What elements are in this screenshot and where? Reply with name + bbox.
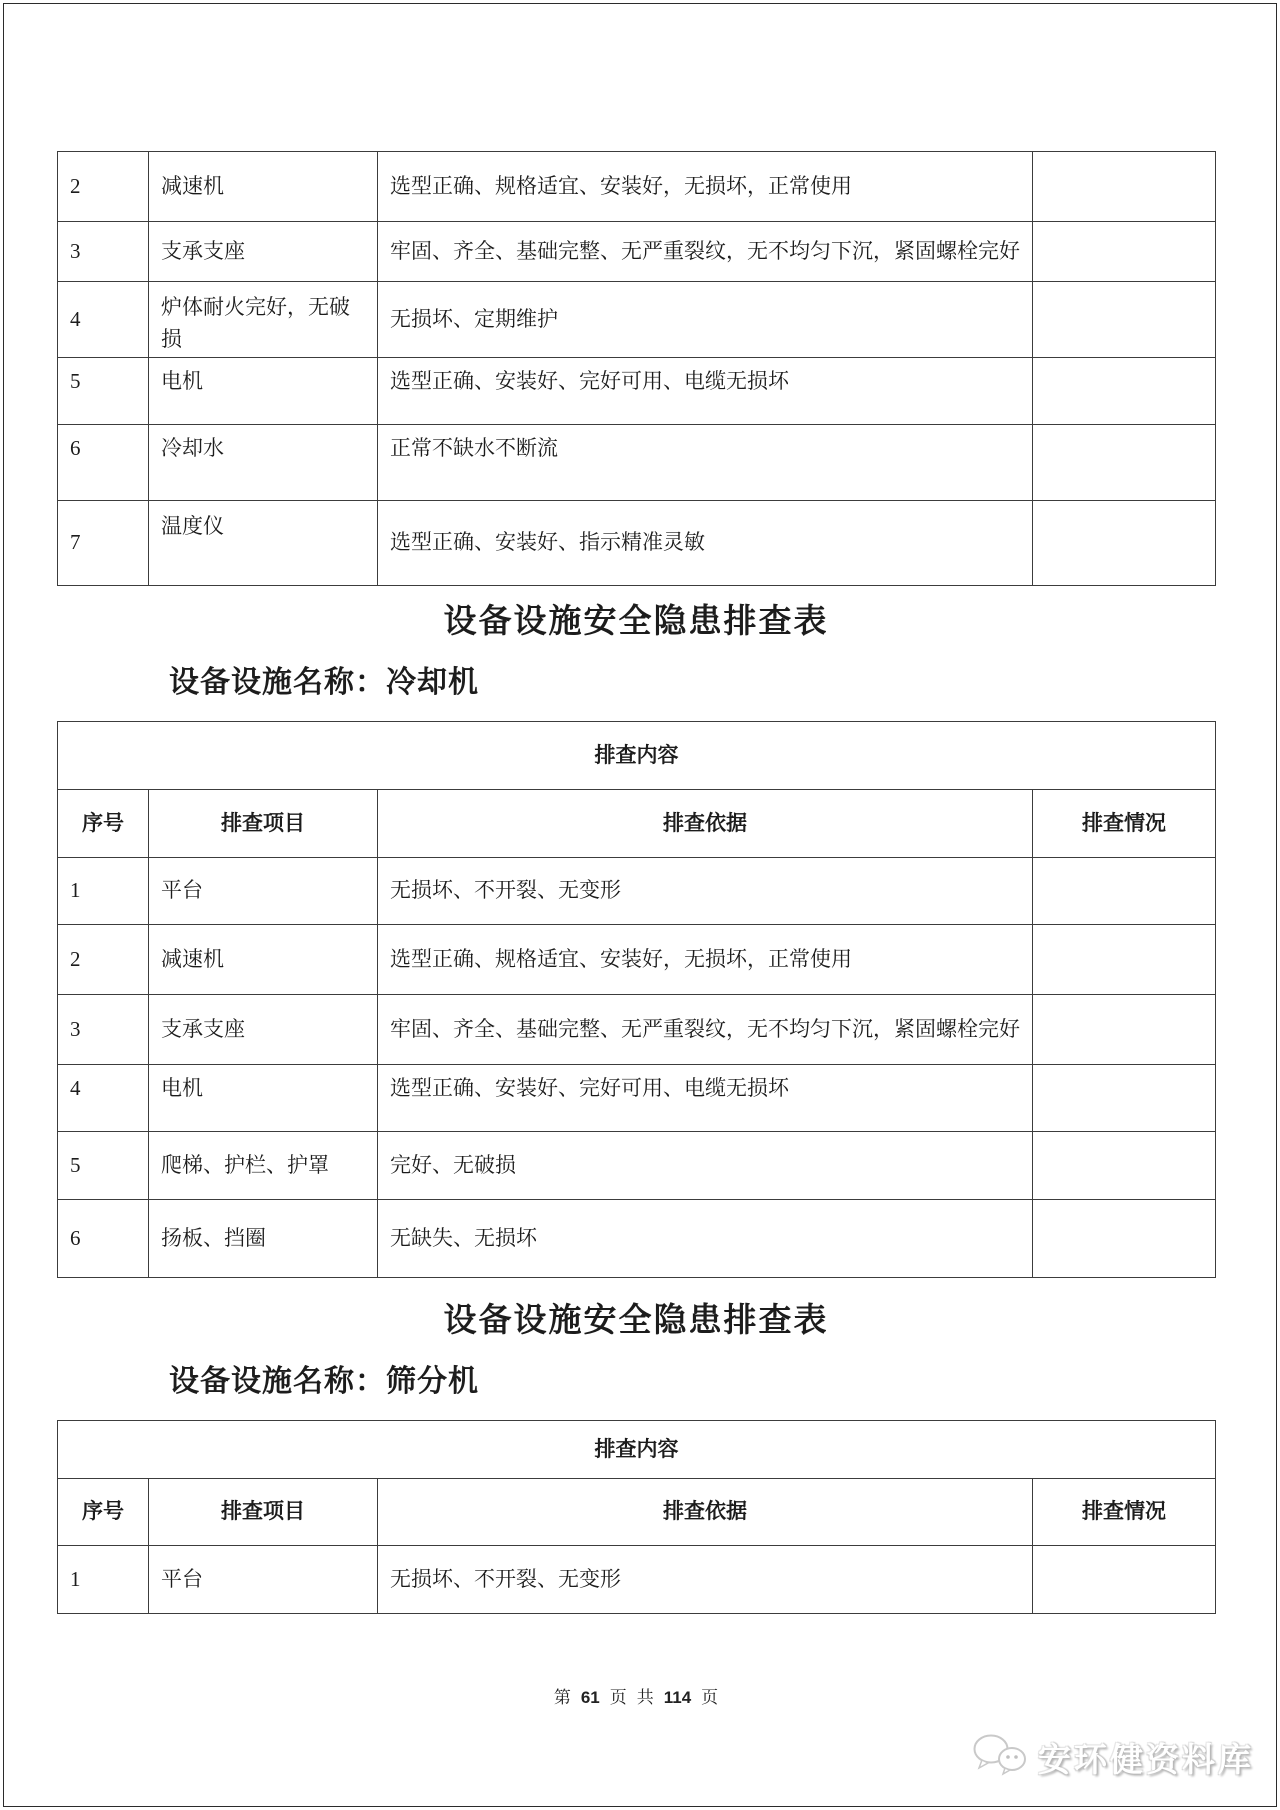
basis-cell: 选型正确、规格适宜、安装好，无损坏，正常使用 [378, 152, 1033, 222]
table-row [58, 1065, 1216, 1132]
item-cell: 扬板、挡圈 [149, 1200, 378, 1278]
serial-cell: 4 [58, 282, 149, 358]
item-cell: 平台 [149, 1546, 378, 1614]
footer-text: 第 [553, 1688, 571, 1707]
item-cell: 温度仪 [149, 501, 378, 586]
continuation-table [57, 151, 1216, 586]
table-row [58, 358, 1216, 425]
col-header-basis: 排查依据 [378, 790, 1033, 858]
status-cell [1033, 358, 1216, 425]
table-row [58, 925, 1216, 995]
table-row [58, 282, 1216, 358]
col-header-status: 排查情况 [1033, 1479, 1216, 1546]
basis-cell: 无缺失、无损坏 [378, 1200, 1033, 1278]
section-title: 设备设施安全隐患排查表 [443, 602, 829, 639]
item-cell: 支承支座 [149, 995, 378, 1065]
item-cell: 电机 [149, 1065, 378, 1132]
basis-cell: 无损坏、定期维护 [378, 282, 1033, 358]
basis-cell: 选型正确、安装好、指示精准灵敏 [378, 501, 1033, 586]
table-row [58, 722, 1216, 790]
section-title: 设备设施安全隐患排查表 [443, 1301, 829, 1338]
basis-cell: 无损坏、不开裂、无变形 [378, 1546, 1033, 1614]
status-cell [1033, 282, 1216, 358]
wechat-bubbles-icon [972, 1731, 1030, 1784]
serial-cell: 3 [58, 222, 149, 282]
item-cell: 冷却水 [149, 425, 378, 501]
status-cell [1033, 1546, 1216, 1614]
table-row [58, 1132, 1216, 1200]
table-row [58, 1421, 1216, 1479]
table-row [58, 858, 1216, 925]
table-row [58, 425, 1216, 501]
watermark [972, 1731, 1254, 1784]
table-row [58, 152, 1216, 222]
status-cell [1033, 152, 1216, 222]
basis-cell: 选型正确、安装好、完好可用、电缆无损坏 [378, 1065, 1033, 1132]
col-header-serial: 序号 [58, 790, 149, 858]
page-number: 61 [580, 1688, 600, 1707]
item-cell: 炉体耐火完好，无破损 [149, 282, 378, 358]
table-row [58, 995, 1216, 1065]
col-header-serial: 序号 [58, 1479, 149, 1546]
col-header-basis: 排查依据 [378, 1479, 1033, 1546]
status-cell [1033, 425, 1216, 501]
table-row [58, 790, 1216, 858]
serial-cell: 5 [58, 358, 149, 425]
item-cell: 减速机 [149, 152, 378, 222]
basis-cell: 牢固、齐全、基础完整、无严重裂纹，无不均匀下沉，紧固螺栓完好 [378, 995, 1033, 1065]
status-cell [1033, 995, 1216, 1065]
serial-cell: 7 [58, 501, 149, 586]
equipment-name-line: 设备设施名称：冷却机 [169, 666, 479, 699]
col-header-item: 排查项目 [149, 790, 378, 858]
status-cell [1033, 1065, 1216, 1132]
status-cell [1033, 1200, 1216, 1278]
serial-cell: 2 [58, 152, 149, 222]
status-cell [1033, 222, 1216, 282]
footer-text: 页 [609, 1688, 627, 1707]
footer-text: 共 [636, 1688, 654, 1707]
table-row [58, 222, 1216, 282]
table-row [58, 1479, 1216, 1546]
item-cell: 电机 [149, 358, 378, 425]
equipment-name-line: 设备设施名称：筛分机 [169, 1365, 479, 1398]
col-header-item: 排查项目 [149, 1479, 378, 1546]
serial-cell: 6 [58, 425, 149, 501]
serial-cell: 5 [58, 1132, 149, 1200]
status-cell [1033, 925, 1216, 995]
total-pages: 114 [663, 1688, 692, 1707]
table-row [58, 1546, 1216, 1614]
inspection-table-screening-machine [57, 1420, 1216, 1614]
item-cell: 爬梯、护栏、护罩 [149, 1132, 378, 1200]
item-cell: 平台 [149, 858, 378, 925]
basis-cell: 牢固、齐全、基础完整、无严重裂纹，无不均匀下沉，紧固螺栓完好 [378, 222, 1033, 282]
basis-cell: 选型正确、规格适宜、安装好，无损坏，正常使用 [378, 925, 1033, 995]
basis-cell: 选型正确、安装好、完好可用、电缆无损坏 [378, 358, 1033, 425]
col-header-status: 排查情况 [1033, 790, 1216, 858]
serial-cell: 2 [58, 925, 149, 995]
status-cell [1033, 858, 1216, 925]
serial-cell: 1 [58, 858, 149, 925]
serial-cell: 1 [58, 1546, 149, 1614]
serial-cell: 3 [58, 995, 149, 1065]
watermark-label: 安环健资料库 [1038, 1741, 1254, 1778]
footer-text: 页 [701, 1688, 719, 1707]
serial-cell: 4 [58, 1065, 149, 1132]
inspection-table-cooling-machine [57, 721, 1216, 1278]
table-row [58, 501, 1216, 586]
item-cell: 支承支座 [149, 222, 378, 282]
status-cell [1033, 1132, 1216, 1200]
page-footer [57, 1683, 1215, 1708]
basis-cell: 完好、无破损 [378, 1132, 1033, 1200]
serial-cell: 6 [58, 1200, 149, 1278]
item-cell: 减速机 [149, 925, 378, 995]
page-content [57, 0, 1215, 1708]
basis-cell: 无损坏、不开裂、无变形 [378, 858, 1033, 925]
table-row [58, 1200, 1216, 1278]
table-span-header: 排查内容 [58, 722, 1216, 790]
table-span-header: 排查内容 [58, 1421, 1216, 1479]
status-cell [1033, 501, 1216, 586]
basis-cell: 正常不缺水不断流 [378, 425, 1033, 501]
